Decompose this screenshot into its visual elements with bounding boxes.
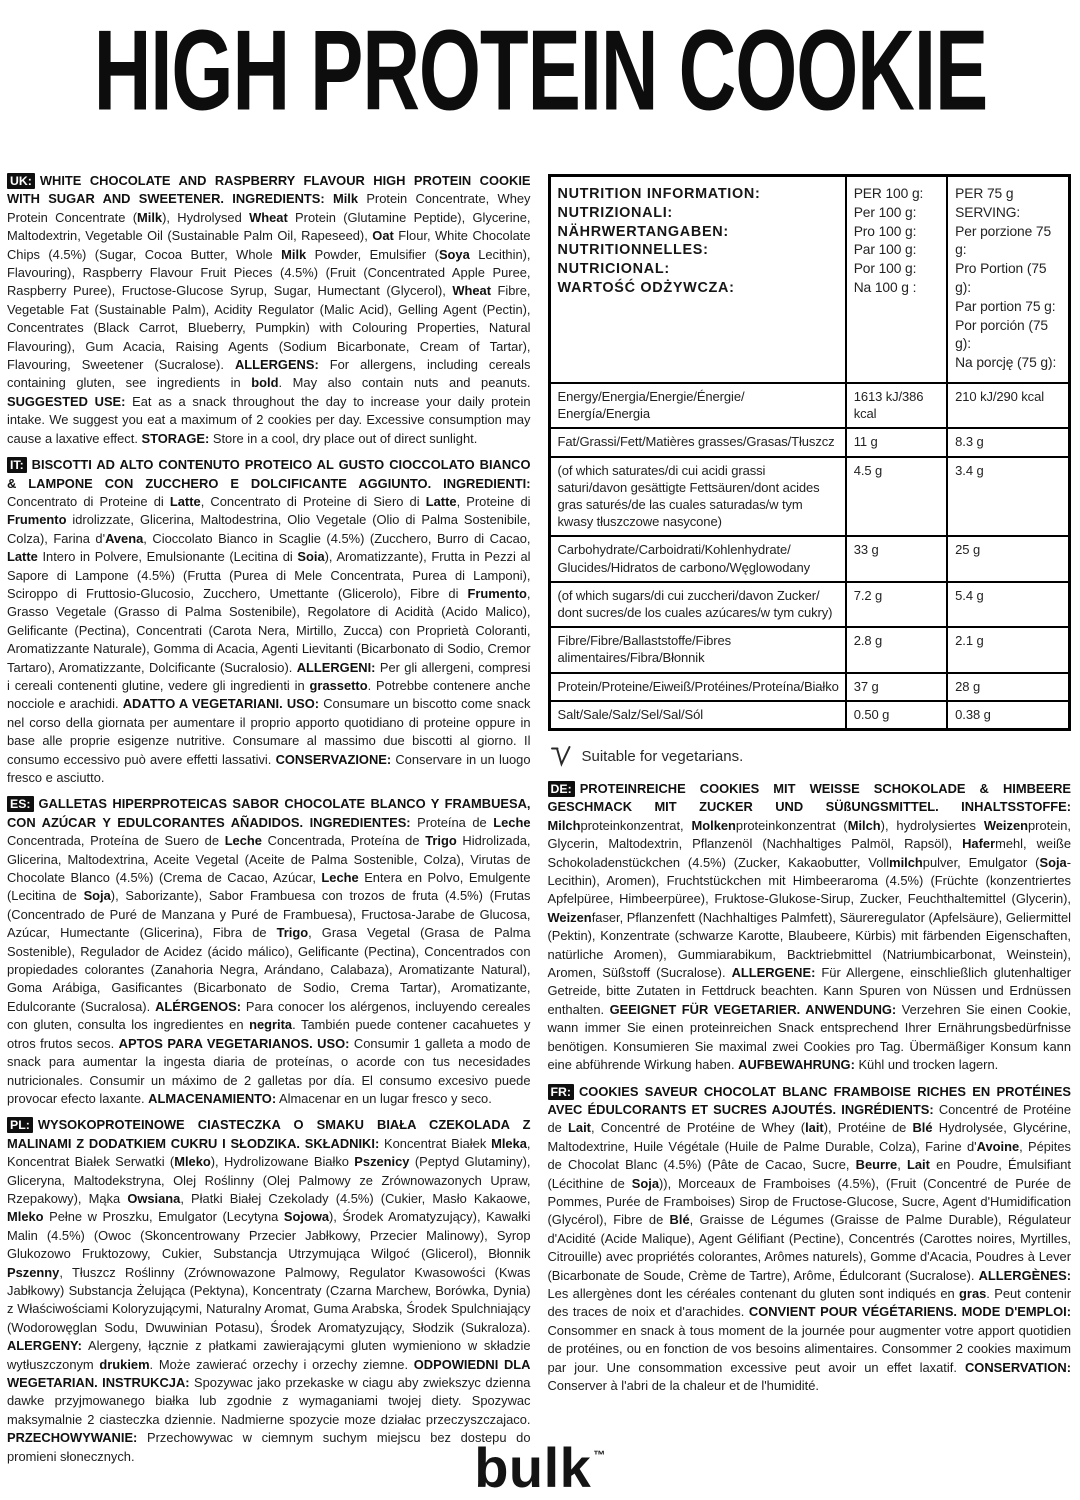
vegetarian-note-text: Suitable for vegetarians. xyxy=(581,747,744,765)
left-column xyxy=(7,172,531,1474)
lang-badge-pl: PL: xyxy=(7,1117,33,1133)
table-row-fat: Fat/Grassi/Fett/Matières grasses/Grasas/Tłuszcz 11 g 8.3 g xyxy=(549,428,1070,456)
lang-badge-it: IT: xyxy=(7,457,27,473)
nutrition-header-titles: NUTRITION INFORMATION: NUTRIZIONALI: NÄHRWERTANGABEN: NUTRITIONNELLES: NUTRICIONAL: WARTOŚĆ ODŻYWCZA: xyxy=(549,176,846,383)
table-row-energy: Energy/Energia/Energie/Énergie/ Energía/Energia 1613 kJ/386 kcal 210 kJ/290 kcal xyxy=(549,383,1070,428)
nutrition-header-per100: PER 100 g: Per 100 g: Pro 100 g: Par 100 g: Por 100 g: Na 100 g : xyxy=(846,176,947,383)
table-row-salt: Salt/Sale/Salz/Sel/Sal/Sól 0.50 g 0.38 g xyxy=(549,701,1070,730)
nutrition-table-header xyxy=(549,176,1070,383)
right-column xyxy=(548,172,1072,1403)
nutrition-header-per-serving: PER 75 g SERVING: Per porzione 75 g: Pro Portion (75 g): Par portion 75 g: Por porción (75 g): Na porcję (75 g): xyxy=(947,176,1069,383)
section-pl-text: WYSOKOPROTEINOWE CIASTECZKA O SMAKU BIAŁA CZEKOLADA Z MALINAMI Z DODATKIEM CUKRU I SŁODZIKA. SKŁADNIKI: Koncentrat Białek Mleka, Koncentrat Białek Serwatki (Mleko), Hydrolizowane Białko Pszenicy (Peptyd Glutaminy), Gliceryna, Maltodekstryna, Olej Roślinny (Olej Palmowy ze Zrównowazonych Upraw, Rzepakowy), Mąka Owsiana, Płatki Białej Czekolady (4.5%) (Cukier, Masło Kakaowe, Mleko Pełne w Proszku, Emulgator (Lecytyna Sojowa), Środek Aromatyzujący), Kawałki Malin (4.5%) (Owoc (Skoncentrowany Przecier Jabłkowy, Przecier Malinowy), Syrop Glukozowo Fruktozowy, Cukier, Substancja Utrzymująca Wilgoć (Glicerol), Błonnik Pszenny, Tłuszcz Roślinny (Zrównowazone Palmowy, Regulator Kwasowości (Kwas Jabłkowy) Substancja Żelująca (Pektyna), Koncentraty (Czarna Marchew, Borówka, Dynia) z Właściwościami Koloryzującymi, Naturalny Aromat, Guma Arabska, Środek Spulchniający (Wodorowęglan Sodu, Dwuwinian Potasu), Środek Aromatyzujący, Słodzik (Sukraloza). ALERGENY: Alergeny, łącznie z płatkami zawierającymi gluten wymieniono w składzie wytłuszczonym drukiem. Może zawierać orzechy i orzechy ziemne. ODPOWIEDNI DLA WEGETARIAN. INSTRUKCJA: Spozywac jako przekaske w ciagu aby zwiekszyc dzienna dawke przyjmowanego białka lub zgodnie z wymaganiami twojej diety. Spozywac maksymalnie 2 ciasteczka dziennie. Nadmierne spozycie moze działac przeczyszczajaco. PRZECHOWYWANIE: Przechowywac w ciemnym suchym miejscu bez dostepu do promieni słonecznych. xyxy=(7,1117,531,1464)
section-uk xyxy=(7,172,531,448)
section-it-text: BISCOTTI AD ALTO CONTENUTO PROTEICO AL GUSTO CIOCCOLATO BIANCO & LAMPONE CON ZUCCHERO E DOLCIFICANTE AGGIUNTO. INGREDIENTI: Concentrato di Proteine di Latte, Concentrato di Proteine di Siero di Latte, Proteine di Frumento idrolizzate, Glicerina, Maltodestrina, Olio Vegetale (Olio di Palma Sostenibile, Colza), Farina d'Avena, Cioccolato Bianco in Scaglie (4.5%) (Zucchero, Burro di Cacao, Latte Intero in Polvere, Emulsionante (Lecitina di Soia), Aromatizzante), Frutta in Pezzi al Sapore di Lampone (4.5%) (Frutta (Purea di Mele Concentrata, Purea di Lamponi), Sciroppo di Fruttosio-Glucosio, Zucchero, Umettante (Glicerolo), Fibre di Frumento, Grasso Vegetale (Grasso di Palma Sostenibile), Regolatore di Acidità (Acido Malico), Gelificante (Pectina), Concentrati (Carota Nera, Mirtillo, Zucca) con Proprietà Coloranti, Aromatizzante Naturale), Gomma di Acacia, Agenti Lievitanti (Bicarbonato di Sodio, Cremor Tartaro), Aromatizzante, Dolcificante (Sucralosio). ALLERGENI: Per gli allergeni, compresi i cereali contenenti glutine, vedere gli ingredienti in grassetto. Potrebbe contenere anche nocciole e arachidi. ADATTO A VEGETARIANI. USO: Consumare un biscotto come snack nel corso della giornata per aumentare il proprio apporto quotidiano di proteine oppure in base alle proprie esigenze nutritive. Consumare al massimo due biscotti al giorno. Il consumo eccessivo può avere effetti lassativi. CONSERVAZIONE: Conservare in un luogo fresco e asciutto. xyxy=(7,457,531,785)
page-title xyxy=(0,0,1080,135)
section-de xyxy=(548,780,1072,1075)
section-uk-text: WHITE CHOCOLATE AND RASPBERRY FLAVOUR HIGH PROTEIN COOKIE WITH SUGAR AND SWEETENER. INGREDIENTS: Milk Protein Concentrate, Whey Protein Concentrate (Milk), Hydrolysed Wheat Protein (Glutamine Peptide), Glycerine, Maltodextrin, Vegetable Oil (Sustainable Palm Oil, Rapeseed), Oat Flour, White Chocolate Chips (4.5%) (Sugar, Cocoa Butter, Whole Milk Powder, Emulsifier (Soya Lecithin), Flavouring), Raspberry Flavour Fruit Pieces (4.5%) (Fruit (Concentrated Apple Puree, Raspberry Puree), Fructose-Glucose Syrup, Sugar, Humectant (Glycerol), Wheat Fibre, Vegetable Fat (Sustainable Palm), Acidity Regulator (Malic Acid), Gelling Agent (Pectin), Concentrates (Black Carrot, Blueberry, Pumpkin) with Colouring Properties, Natural Flavouring), Gum Acacia, Raising Agents (Sodium Bicarbonate, Cream of Tartar), Flavouring, Sweetener (Sucralose). ALLERGENS: For allergens, including cereals containing gluten, see ingredients in bold. May also contain nuts and peanuts. SUGGESTED USE: Eat as a snack throughout the day to increase your daily protein intake. We suggest you eat a maximum of 2 cookies per day. Excessive consumption may cause a laxative effect. STORAGE: Store in a cool, dry place out of direct sunlight. xyxy=(7,173,531,446)
section-de-text: PROTEINREICHE COOKIES MIT WEISSE SCHOKOLADE & HIMBEERE GESCHMACK MIT ZUCKER UND SÜßUNGSMITTEL. INHALTSSTOFFE: Milchproteinkonzentrat, Molkenproteinkonzentrat (Milch), hydrolysiertes Weizenprotein, Glycerin, Maltodextrin, Pflanzenöl (Nachhaltiges Palmöl, Rapsöl), Hafermehl, weiße Schokoladenstückchen (4.5%) (Zucker, Kakaobutter, Vollmilchpulver, Emulgator (Soja-Lecithin), Aromen), Fruchtstückchen mit Himbeeraroma (4.5%) (Früchte (konzentriertes Apfelpüree, Himbeerpüree), Fruktose-Glukose-Sirup, Zucker, Feuchthaltemittel (Glycerin), Weizenfaser, Pflanzenfett (Nachhaltiges Palmfett), Säureregulator (Apfelsäure), Geliermittel (Pektin), Konzentrate (schwarze Karotte, Blaubeere, Kürbis) mit färbenden Eigenschaften, natürliche Aromen), Gummiarabikum, Backtriebmittel (Natriumbicarbonat, Weinstein), Aromen, Süßstoff (Sucralose). ALLERGENE: Für Allergene, einschließlich glutenhaltiger Getreide, bitte Zutaten in Fettdruck beachten. Kann Spuren von Nüssen und Erdnüssen enthalten. GEEIGNET FÜR VEGETARIER. ANWENDUNG: Verzehren Sie einen Cookie, wann immer Sie einen proteinreichen Snack entsprechend Ihrer Ernährungsbedürfnisse benötigen. Konsumieren Sie maximal zwei Cookies pro Tag. Übermäßiger Konsum kann eine abführende Wirkung haben. AUFBEWAHRUNG: Kühl und trocken lagern. xyxy=(547,781,1072,1073)
table-row-sugars: (of which sugars/di cui zuccheri/davon Zucker/ dont sucres/de los cuales azúcares/w tym cukry) 7.2 g 5.4 g xyxy=(549,582,1070,627)
vegetarian-v-icon xyxy=(550,745,572,767)
lang-badge-uk: UK: xyxy=(7,173,35,189)
lang-badge-de: DE: xyxy=(548,781,575,797)
vegetarian-note xyxy=(550,745,1070,767)
section-pl xyxy=(7,1116,531,1466)
section-es xyxy=(7,795,531,1108)
section-es-text: GALLETAS HIPERPROTEICAS SABOR CHOCOLATE BLANCO Y FRAMBUESA, CON AZÚCAR Y EDULCORANTES AÑADIDOS. INGREDIENTES: Proteína de Leche Concentrada, Proteína de Suero de Leche Concentrada, Proteína de Trigo Hidrolizada, Glicerina, Maltodextrina, Aceite Vegetal (Aceite de Palma Sostenible, Colza), Virutas de Chocolate Blanco (4.5%) (Crema de Cacao, Azúcar, Leche Entera en Polvo, Emulgente (Lecitina de Soja), Saborizante), Sabor Frambuesa con trozos de fruta (4.5%) (Frutas (Concentrado de Puré de Manzana y Puré de Frambuesa), Fructosa-Jarabe de Glucosa, Azúcar, Humectante (Glicerina), Fibra de Trigo, Grasa Vegetal (Grasa de Palma Sostenible), Regulador de Acidez (ácido málico), Gelificante (Pectina), Concentrados con propiedades colorantes (Zanahoria Negra, Arándano, Calabaza), Aromatizante Natural), Goma Arábiga, Gasificantes (Bicarbonato de Sodio, Crema Tartar), Aromatizante, Edulcorante (Sucralosa). ALÉRGENOS: Para conocer los alérgenos, incluyendo cereales con gluten, consulta los ingredientes en negrita. También puede contener cacahuetes y otros frutos secos. APTOS PARA VEGETARIANOS. USO: Consumir 1 galleta a modo de snack para aumentar la ingesta diaria de proteínas, o acorde con tus necesidades nutricionales. Consumir un máximo de 2 galletas por día. El consumo excesivo puede provocar efecto laxante. ALMACENAMIENTO: Almacenar en un lugar fresco y seco. xyxy=(7,796,531,1106)
table-row-carbohydrate: Carbohydrate/Carboidrati/Kohlenhydrate/ Glucides/Hidratos de carbono/Węglowodany 33 g 25 g xyxy=(549,536,1070,581)
content-columns xyxy=(0,172,1080,1474)
brand-logo-text: bulk xyxy=(474,1436,592,1499)
section-fr xyxy=(548,1083,1072,1396)
section-fr-text: COOKIES SAVEUR CHOCOLAT BLANC FRAMBOISE RICHES EN PROTÉINES AVEC ÉDULCORANTS ET SUCRES AJOUTÉS. INGRÉDIENTS: Concentré de Protéine de Lait, Concentré de Protéine de Whey (lait), Protéine de Blé Hydrolysée, Glycérine, Maltodextrine, Huile Végétale (Huile de Palme Durable, Colza), Farine d'Avoine, Pépites de Chocolat Blanc (4.5%) (Pâte de Cacao, Sucre, Beurre, Lait en Poudre, Émulsifiant (Lécithine de Soja)), Morceaux de Framboises (4.5%), (Fruit (Concentré de Purée de Pommes, Purée de Framboises) Sirop de Fructose-Glucose, Sucre, Agent d'Humidification (Glycérol), Fibre de Blé, Graisse de Légumes (Graisse de Palme Durable), Régulateur d'Acidité (Acide Malique), Agent Gélifiant (Pectine), Concentrés (Carottes noires, Myrtilles, Citrouille) avec propriétés colorantes, Arômes naturels), Gomme d'Acacia, Poudres à Lever (Bicarbonate de Soude, Crème de Tartre), Arôme, Édulcorant (Sucralose). ALLERGÈNES: Les allergènes dont les céréales contenant du gluten sont indiqués en gras. Peut contenir des traces de noix et d'arachides. CONVIENT POUR VÉGÉTARIENS. MODE D'EMPLOI: Consommer en snack à tous moment de la journée pour augmenter votre apport quotidien de protéines, ou en fonction de vos besoins alimentaires. Consommer 2 cookies maximum par jour. Une consommation excessive peut avoir un effet laxatif. CONSERVATION: Conserver à l'abri de la chaleur et de l'humidité. xyxy=(547,1083,1072,1394)
table-row-saturates: (of which saturates/di cui acidi grassi saturi/davon gesättigte Fettsäuren/dont acides gras saturés/de las cuales saturadas/w tym kwasy tłuszczowe nasycone) 4.5 g 3.4 g xyxy=(549,457,1070,537)
brand-logo xyxy=(474,1436,606,1499)
table-row-protein: Protein/Proteine/Eiweiß/Protéines/Proteína/Białko 37 g 28 g xyxy=(549,673,1070,701)
table-row-fibre: Fibre/Fibre/Ballaststoffe/Fibres alimentaires/Fibra/Błonnik 2.8 g 2.1 g xyxy=(549,627,1070,672)
trademark-symbol: ™ xyxy=(593,1448,606,1462)
product-title-text: HIGH PROTEIN COOKIE xyxy=(93,7,987,135)
lang-badge-es: ES: xyxy=(7,796,34,812)
nutrition-table xyxy=(548,174,1072,731)
section-it xyxy=(7,456,531,787)
lang-badge-fr: FR: xyxy=(548,1084,575,1100)
